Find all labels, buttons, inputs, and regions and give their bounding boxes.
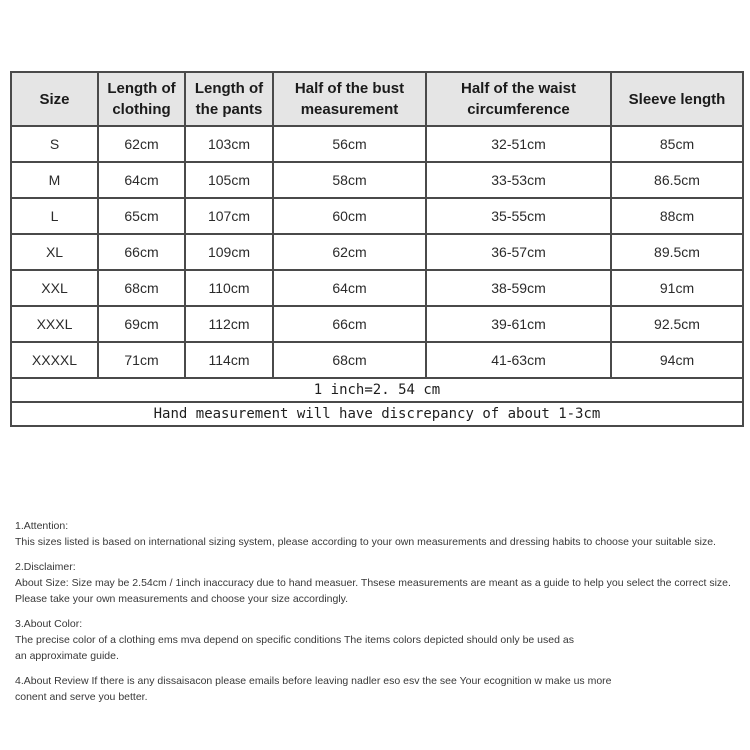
note-text: The precise color of a clothing ems mva depend on specific conditions The items colors depicted should only be used as [15,634,574,646]
cell-clothing-length: 66cm [98,234,185,270]
note-heading: 3.About Color: [15,618,83,630]
cell-bust: 64cm [273,270,426,306]
cell-bust: 66cm [273,306,426,342]
note-text: Please take your own measurements and choose your size accordingly. [15,593,349,605]
column-header-half-waist: Half of the waist circumference [426,72,611,126]
cell-size: M [11,162,98,198]
cell-sleeve: 85cm [611,126,743,162]
cell-clothing-length: 68cm [98,270,185,306]
cell-sleeve: 94cm [611,342,743,378]
table-row-l [11,198,743,234]
table-row-s [11,126,743,162]
note-text: 4.About Review If there is any dissaisacon please emails before leaving nadler eso esv the see Your ecognition w make us more [15,675,612,687]
cell-pants-length: 110cm [185,270,273,306]
notes-section [15,518,747,714]
table-row-xxxxl [11,342,743,378]
note-text: an approximate guide. [15,650,119,662]
note-attention [15,518,747,550]
footnote-row-inch-conversion [11,378,743,402]
cell-pants-length: 114cm [185,342,273,378]
size-chart-body [11,126,743,426]
cell-pants-length: 107cm [185,198,273,234]
cell-sleeve: 91cm [611,270,743,306]
cell-clothing-length: 62cm [98,126,185,162]
note-text: About Size: Size may be 2.54cm / 1inch inaccuracy due to hand measuer. Thsese measurements are meant as a guide to help you select the correct size. [15,577,731,589]
cell-sleeve: 88cm [611,198,743,234]
hand-measurement-note: Hand measurement will have discrepancy of about 1-3cm [11,402,743,426]
cell-size: XXL [11,270,98,306]
cell-size: XXXL [11,306,98,342]
cell-size: S [11,126,98,162]
column-header-half-bust: Half of the bust measurement [273,72,426,126]
cell-pants-length: 109cm [185,234,273,270]
cell-pants-length: 105cm [185,162,273,198]
cell-bust: 56cm [273,126,426,162]
cell-sleeve: 89.5cm [611,234,743,270]
cell-bust: 60cm [273,198,426,234]
note-heading: 1.Attention: [15,520,69,532]
cell-sleeve: 92.5cm [611,306,743,342]
cell-waist: 39-61cm [426,306,611,342]
cell-pants-length: 112cm [185,306,273,342]
cell-bust: 58cm [273,162,426,198]
column-header-size: Size [11,72,98,126]
column-header-sleeve-length: Sleeve length [611,72,743,126]
note-text: This sizes listed is based on international sizing system, please according to your own measurements and dressing habits to choose your suitable size. [15,536,716,548]
cell-size: L [11,198,98,234]
cell-waist: 36-57cm [426,234,611,270]
cell-bust: 62cm [273,234,426,270]
cell-waist: 32-51cm [426,126,611,162]
cell-clothing-length: 71cm [98,342,185,378]
cell-clothing-length: 69cm [98,306,185,342]
cell-clothing-length: 64cm [98,162,185,198]
cell-size: XXXXL [11,342,98,378]
cell-waist: 33-53cm [426,162,611,198]
note-disclaimer [15,559,747,607]
cell-sleeve: 86.5cm [611,162,743,198]
table-row-m [11,162,743,198]
cell-bust: 68cm [273,342,426,378]
cell-waist: 41-63cm [426,342,611,378]
cell-waist: 35-55cm [426,198,611,234]
inch-conversion-note: 1 inch=2. 54 cm [11,378,743,402]
cell-clothing-length: 65cm [98,198,185,234]
note-heading: 2.Disclaimer: [15,561,76,573]
cell-waist: 38-59cm [426,270,611,306]
column-header-length-of-clothing: Length of clothing [98,72,185,126]
table-row-xxxl [11,306,743,342]
column-header-length-of-pants: Length of the pants [185,72,273,126]
note-about-color [15,616,747,664]
cell-size: XL [11,234,98,270]
table-row-xxl [11,270,743,306]
footnote-row-hand-measurement [11,402,743,426]
note-text: conent and serve you better. [15,691,148,703]
size-chart-table [10,71,744,427]
table-row-xl [11,234,743,270]
cell-pants-length: 103cm [185,126,273,162]
note-about-review [15,673,747,705]
size-chart-header [11,72,743,126]
header-row [11,72,743,126]
